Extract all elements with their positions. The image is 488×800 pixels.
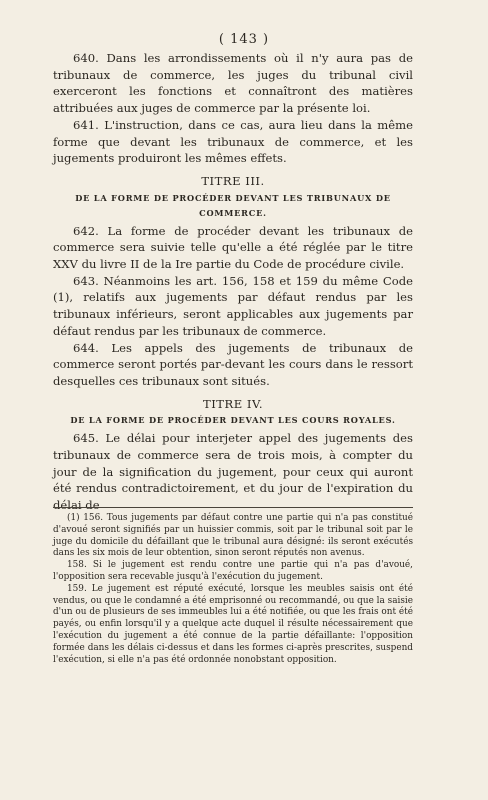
main-text (53, 50, 413, 514)
article-645: 645. Le délai pour interjeter appel des jugements des tribunaux de commerce sera de trois mois, à compter du jour de la signification du jugement, pour ceux qui auront été rendus contradictoirement, et du jour de l'expiration du délai de (53, 431, 413, 513)
article-643: 643. Néanmoins les art. 156, 158 et 159 du même Code (1), relatifs aux jugements par défaut rendus par les tribunaux inférieurs, seront applicables aux jugements par défaut rendus par les tribunaux de commerce. (53, 273, 413, 338)
footnote-rule (53, 507, 413, 508)
titre-4-subheading: DE LA FORME DE PROCÉDER DEVANT LES COURS ROYALES. (70, 415, 396, 426)
footnote-158: 158. Si le jugement est rendu contre une partie qui n'a pas d'avoué, l'opposition sera recevable jusqu'à l'exécution du jugement. (53, 560, 413, 582)
article-641: 641. L'instruction, dans ce cas, aura lieu dans la même forme que devant les tribunaux de commerce, et les jugements produiront les mêmes effets. (53, 117, 413, 166)
footnote-156: (1) 156. Tous jugements par défaut contre une partie qui n'a pas constitué d'avoué seront signifiés par un huissier commis, soit par le tribunal soit par le juge du domicile du défaillant que le tribunal aura désigné: ils seront exécutés dans les six mois de leur obtention, sinon seront réputés non avenus. (53, 513, 413, 559)
article-640: 640. Dans les arrondissements où il n'y aura pas de tribunaux de commerce, les juges du tribunal civil exerceront les fonctions et connaîtront des matières attribuées aux juges de commerce par la présente loi. (53, 51, 413, 116)
titre-3-heading: TITRE III. (201, 173, 265, 188)
footnote-159: 159. Le jugement est réputé exécuté, lorsque les meubles saisis ont été vendus, ou que le condamné a été emprisonné ou recommandé, ou que la saisie d'un ou de plusieurs de ses immeubles lui a été notifiée, ou que les frais ont été payés, ou enfin lorsqu'il y a quelque acte duquel il résulte nécessairement que l'exécution du jugement a été connue de la partie défaillante: l'opposition formée dans les délais ci-dessus et dans les formes ci-après prescrites, suspend l'exécution, si elle n'a pas été ordonnée nonobstant opposition. (53, 583, 413, 665)
article-642: 642. La forme de procéder devant les tribunaux de commerce sera suivie telle qu'elle a été réglée par le titre XXV du livre II de la Ire partie du Code de procédure civile. (53, 223, 413, 272)
titre-3-subheading: DE LA FORME DE PROCÉDER DEVANT LES TRIBUNAUX DE COMMERCE. (75, 192, 391, 218)
article-644: 644. Les appels des jugements de tribunaux de commerce seront portés par-devant les cours dans le ressort desquelles ces tribunaux sont situés. (53, 340, 413, 388)
page-number: ( 143 ) (218, 32, 270, 47)
titre-4-heading: TITRE IV. (202, 396, 264, 411)
footnotes (53, 513, 413, 666)
